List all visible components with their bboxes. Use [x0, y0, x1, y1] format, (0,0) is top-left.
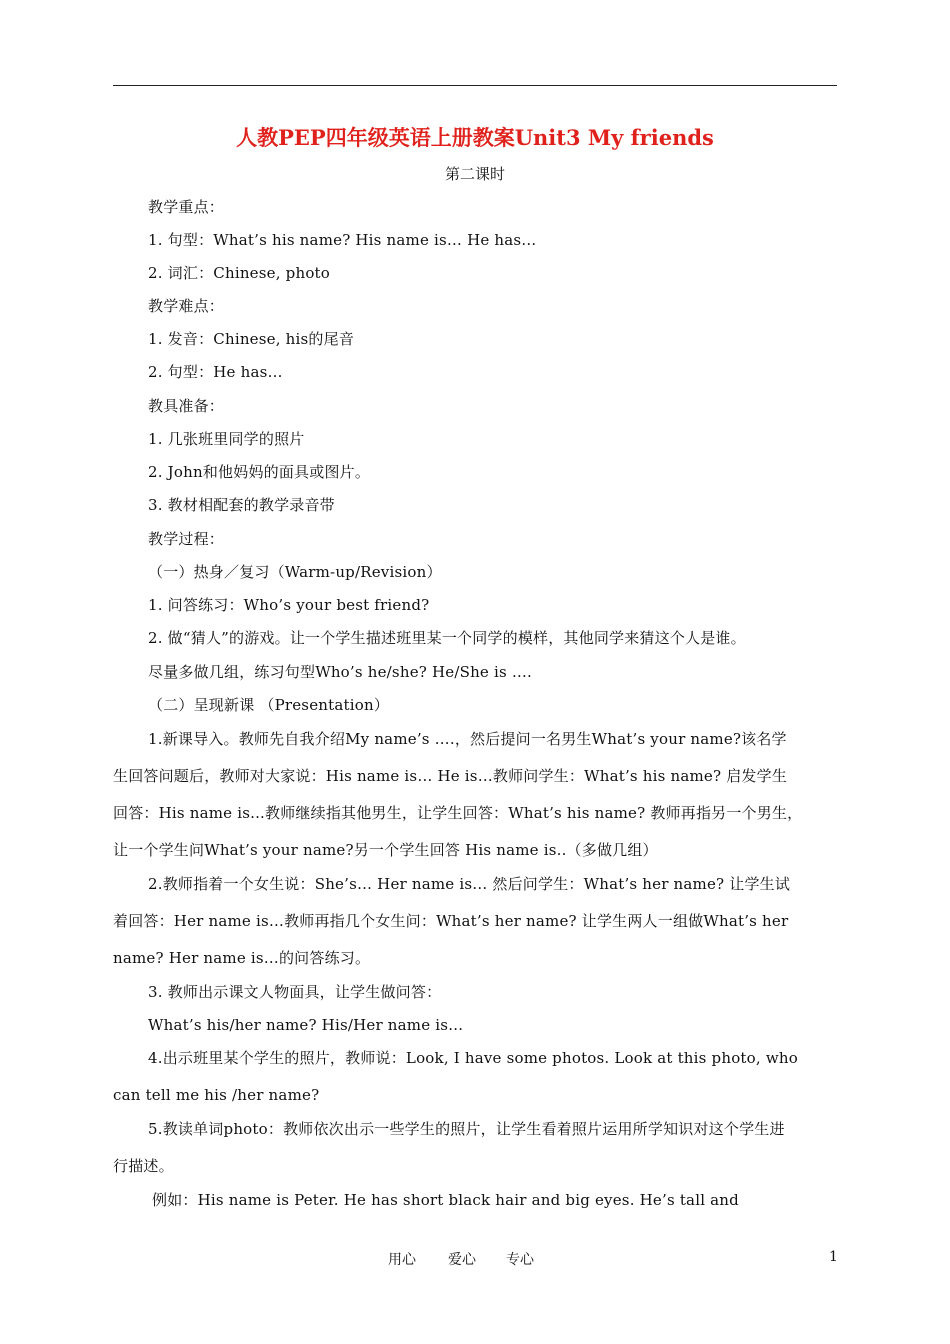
text-line: 4.出示班里某个学生的照片，教师说：Look, I have some photos. Look at this photo, who	[148, 1049, 798, 1067]
section-heading-materials: 教具准备：	[148, 397, 225, 415]
text-line: 3. 教师出示课文人物面具，让学生做问答：	[148, 983, 442, 1001]
text-line: 2. John和他妈妈的面具或图片。	[148, 463, 371, 481]
section-heading-key-points: 教学重点：	[148, 198, 225, 216]
text-line: What’s his/her name? His/Her name is…	[148, 1016, 464, 1034]
section-heading-process: 教学过程：	[148, 530, 225, 548]
header-rule	[113, 85, 837, 86]
text-line: 生回答问题后，教师对大家说：His name is… He is…教师问学生：What’s his name? 启发学生	[113, 767, 788, 785]
text-line: name? Her name is…的问答练习。	[113, 949, 371, 967]
text-line: 尽量多做几组，练习句型Who’s he/she? He/She is ….	[148, 663, 533, 681]
text-line: 1. 几张班里同学的照片	[148, 430, 305, 448]
text-line: 1. 句型：What’s his name? His name is… He has…	[148, 231, 537, 249]
text-line: （一）热身／复习（Warm-up/Revision）	[148, 563, 442, 581]
text-line: 1.新课导入。教师先自我介绍My name’s ….，然后提问一名男生What’s your name?该名学	[148, 730, 787, 748]
text-line: 1. 发音：Chinese, his的尾音	[148, 330, 355, 348]
footer-motto-1: 用心	[388, 1252, 416, 1268]
text-line: 2. 句型：He has…	[148, 363, 283, 381]
section-heading-difficulties: 教学难点：	[148, 297, 225, 315]
text-line: can tell me his /her name?	[113, 1086, 320, 1104]
footer-motto-3: 专心	[506, 1252, 534, 1268]
text-line: 让一个学生问What’s your name?另一个学生回答 His name is..（多做几组）	[113, 841, 658, 859]
text-line: 2.教师指着一个女生说：She’s… Her name is… 然后问学生：What’s her name? 让学生试	[148, 875, 791, 893]
text-line: 例如：His name is Peter. He has short black hair and big eyes. He’s tall and	[152, 1191, 739, 1209]
lesson-subtitle: 第二课时	[444, 165, 505, 183]
text-line: 1. 问答练习：Who’s your best friend?	[148, 596, 430, 614]
text-line: 2. 词汇：Chinese, photo	[148, 264, 331, 282]
text-line: 着回答：Her name is…教师再指几个女生问：What’s her name? 让学生两人一组做What’s her	[113, 912, 789, 930]
footer-motto-2: 爱心	[448, 1252, 476, 1268]
text-line: 5.教读单词photo：教师依次出示一些学生的照片，让学生看着照片运用所学知识对这个学生进	[148, 1120, 785, 1138]
text-line: （二）呈现新课 （Presentation）	[148, 696, 390, 714]
page-number: 1	[829, 1249, 838, 1265]
document-title: 人教PEP四年级英语上册教案Unit3 My friends	[236, 125, 714, 150]
text-line: 2. 做“猜人”的游戏。让一个学生描述班里某一个同学的模样，其他同学来猜这个人是谁。	[148, 629, 746, 647]
text-line: 3. 教材相配套的教学录音带	[148, 496, 335, 514]
text-line: 行描述。	[113, 1157, 174, 1175]
text-line: 回答：His name is...教师继续指其他男生，让学生回答：What’s his name? 教师再指另一个男生，	[113, 804, 803, 822]
